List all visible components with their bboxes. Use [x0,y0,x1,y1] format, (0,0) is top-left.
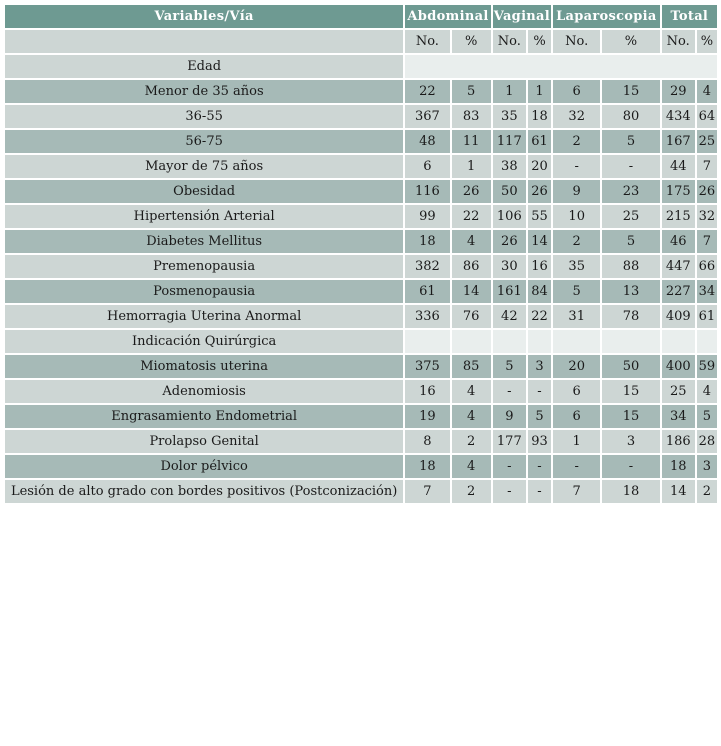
cell-value: 4 [452,230,491,253]
table-row [5,130,717,153]
subheader-pct: % [528,30,551,53]
table-row [5,105,717,128]
cell-value: 80 [602,105,659,128]
cell-value: 55 [528,205,551,228]
section-blank [405,55,717,78]
cell-value: - [553,155,600,178]
header-variables: Variables/Vía [5,5,403,28]
table-row [5,455,717,478]
row-label: Adenomiosis [5,380,403,403]
cell-value: 35 [493,105,526,128]
cell-value: 11 [452,130,491,153]
table-row [5,230,717,253]
cell-value: 5 [493,355,526,378]
cell-value: - [553,455,600,478]
row-label: Menor de 35 años [5,80,403,103]
cell-value: 83 [452,105,491,128]
cell-value: 25 [662,380,695,403]
cell-value: 25 [602,205,659,228]
cell-value: 19 [405,405,449,428]
cell-value: 18 [405,455,449,478]
cell-value: 99 [405,205,449,228]
cell-value: 18 [662,455,695,478]
cell-value: 3 [602,430,659,453]
cell-value: 86 [452,255,491,278]
cell-value: 42 [493,305,526,328]
subheader-pct: % [602,30,659,53]
cell-value: 5 [602,230,659,253]
cell-value: 1 [528,80,551,103]
cell-value: 76 [452,305,491,328]
table-row [5,480,717,503]
table-row [5,355,717,378]
cell-value: 5 [452,80,491,103]
cell-value: 22 [405,80,449,103]
row-label: Prolapso Genital [5,430,403,453]
section-label-indicacion: Indicación Quirúrgica [5,330,403,353]
cell-value: 175 [662,180,695,203]
cell-value: - [493,480,526,503]
cell-value: 4 [697,380,717,403]
cell-value: 7 [405,480,449,503]
table-row [5,430,717,453]
cell-value: 5 [602,130,659,153]
cell-value: 177 [493,430,526,453]
cell-value: 85 [452,355,491,378]
table-row [5,205,717,228]
cell-value: 14 [662,480,695,503]
row-label: Dolor pélvico [5,455,403,478]
cell-value: 4 [452,405,491,428]
cell-value: 2 [452,430,491,453]
cell-value: 2 [553,230,600,253]
header-row [5,5,717,28]
cell-value: 2 [697,480,717,503]
cell-value: 32 [553,105,600,128]
header-abdominal: Abdominal [405,5,490,28]
cell-value: 28 [697,430,717,453]
cell-value: 50 [493,180,526,203]
cell-value: 409 [662,305,695,328]
cell-value: - [528,380,551,403]
cell-value: 14 [452,280,491,303]
cell-value: 215 [662,205,695,228]
cell-value: 7 [697,155,717,178]
table-row [5,155,717,178]
cell-value: 64 [697,105,717,128]
row-label: 36-55 [5,105,403,128]
subheader-no: No. [553,30,600,53]
table-row [5,405,717,428]
subheader-pct: % [452,30,491,53]
cell-value: 106 [493,205,526,228]
cell-value: 34 [697,280,717,303]
cell-value: 161 [493,280,526,303]
table-row [5,80,717,103]
cell-value: 447 [662,255,695,278]
cell-value: 88 [602,255,659,278]
row-label: Mayor de 75 años [5,155,403,178]
subheader-pct: % [697,30,717,53]
cell-value: 18 [528,105,551,128]
cell-value: 3 [697,455,717,478]
cell-value: 4 [452,455,491,478]
row-label: Hemorragia Uterina Anormal [5,305,403,328]
cell-value: 434 [662,105,695,128]
cell-value: 400 [662,355,695,378]
cell-value: - [528,455,551,478]
cell-value: 34 [662,405,695,428]
cell-value: - [602,155,659,178]
section-blank [452,330,491,353]
section-label-edad: Edad [5,55,403,78]
table-row [5,180,717,203]
header-total: Total [662,5,717,28]
cell-value: 78 [602,305,659,328]
cell-value: 46 [662,230,695,253]
cell-value: 14 [528,230,551,253]
cell-value: 5 [553,280,600,303]
cell-value: 50 [602,355,659,378]
cell-value: 22 [528,305,551,328]
cell-value: 15 [602,380,659,403]
cell-value: 1 [553,430,600,453]
cell-value: 84 [528,280,551,303]
cell-value: 186 [662,430,695,453]
cell-value: 29 [662,80,695,103]
section-row-edad [5,55,717,78]
section-blank [528,330,551,353]
cell-value: 25 [697,130,717,153]
cell-value: 8 [405,430,449,453]
cell-value: 6 [553,405,600,428]
section-blank [602,330,659,353]
cell-value: 375 [405,355,449,378]
cell-value: 5 [697,405,717,428]
cell-value: 44 [662,155,695,178]
cell-value: 13 [602,280,659,303]
row-label: Posmenopausia [5,280,403,303]
subheader-no: No. [662,30,695,53]
cell-value: 117 [493,130,526,153]
cell-value: 4 [452,380,491,403]
row-label: Hipertensión Arterial [5,205,403,228]
cell-value: 2 [452,480,491,503]
cell-value: 32 [697,205,717,228]
section-blank [662,330,695,353]
cell-value: 15 [602,405,659,428]
section-blank [493,330,526,353]
row-label: Miomatosis uterina [5,355,403,378]
header-laparoscopia: Laparoscopia [553,5,660,28]
cell-value: 2 [553,130,600,153]
section-blank [553,330,600,353]
section-row-indicacion [5,330,717,353]
cell-value: 3 [528,355,551,378]
row-label: Premenopausia [5,255,403,278]
cell-value: 38 [493,155,526,178]
cell-value: 336 [405,305,449,328]
header-vaginal: Vaginal [493,5,551,28]
subheader-no: No. [493,30,526,53]
row-label: 56-75 [5,130,403,153]
row-label: Engrasamiento Endometrial [5,405,403,428]
rows-group-b [5,355,717,503]
table-row [5,280,717,303]
cell-value: 22 [452,205,491,228]
cell-value: 382 [405,255,449,278]
cell-value: 367 [405,105,449,128]
table-row [5,255,717,278]
cell-value: 59 [697,355,717,378]
cell-value: 61 [697,305,717,328]
cell-value: 16 [528,255,551,278]
cell-value: 227 [662,280,695,303]
cell-value: 20 [528,155,551,178]
cell-value: 31 [553,305,600,328]
cell-value: 116 [405,180,449,203]
section-blank [405,330,449,353]
cell-value: 7 [697,230,717,253]
cell-value: 18 [602,480,659,503]
subheader-row [5,30,717,53]
cell-value: 10 [553,205,600,228]
subheader-no: No. [405,30,449,53]
cell-value: 35 [553,255,600,278]
cell-value: - [528,480,551,503]
cell-value: - [493,380,526,403]
cell-value: 5 [528,405,551,428]
cell-value: 26 [452,180,491,203]
cell-value: 61 [405,280,449,303]
cell-value: 26 [493,230,526,253]
cell-value: 16 [405,380,449,403]
cell-value: 7 [553,480,600,503]
cell-value: 18 [405,230,449,253]
cell-value: 30 [493,255,526,278]
cell-value: 6 [405,155,449,178]
cell-value: - [493,455,526,478]
section-blank [697,330,717,353]
cell-value: 9 [553,180,600,203]
cell-value: 1 [493,80,526,103]
row-label: Lesión de alto grado con bordes positivos (Postconización) [5,480,403,503]
table-row [5,380,717,403]
cell-value: 167 [662,130,695,153]
row-label: Diabetes Mellitus [5,230,403,253]
data-table [3,3,719,505]
cell-value: 61 [528,130,551,153]
table-row [5,305,717,328]
cell-value: 23 [602,180,659,203]
subheader-blank [5,30,403,53]
rows-group-a [5,80,717,328]
cell-value: 26 [528,180,551,203]
cell-value: 93 [528,430,551,453]
cell-value: 6 [553,80,600,103]
cell-value: - [602,455,659,478]
cell-value: 4 [697,80,717,103]
cell-value: 48 [405,130,449,153]
cell-value: 15 [602,80,659,103]
cell-value: 1 [452,155,491,178]
row-label: Obesidad [5,180,403,203]
cell-value: 26 [697,180,717,203]
cell-value: 6 [553,380,600,403]
cell-value: 66 [697,255,717,278]
cell-value: 9 [493,405,526,428]
cell-value: 20 [553,355,600,378]
